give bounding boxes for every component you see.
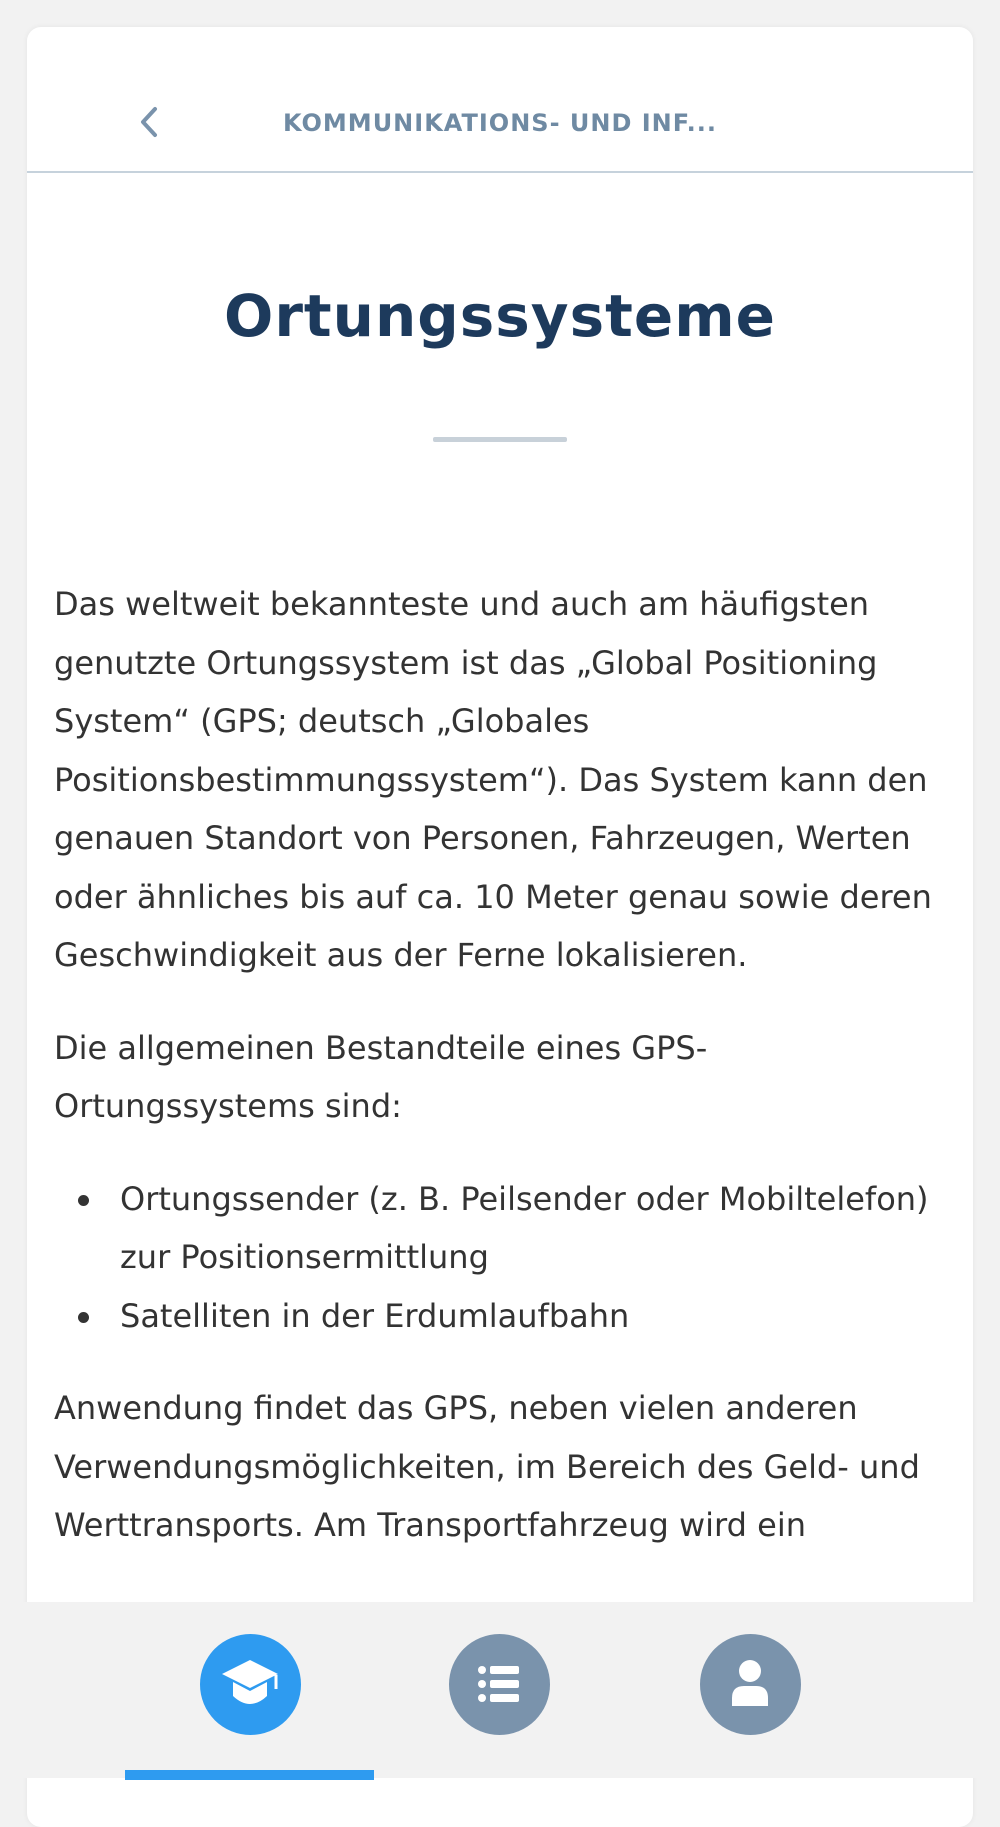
active-tab-indicator	[125, 1770, 374, 1780]
bullet-list	[54, 1170, 954, 1346]
article-content	[54, 575, 954, 1589]
content-card	[27, 27, 973, 1827]
topbar-title: KOMMUNIKATIONS- UND INF...	[283, 109, 717, 137]
graduation-cap-icon	[200, 1634, 301, 1735]
title-divider	[433, 437, 567, 442]
bottom-navigation	[0, 1602, 1000, 1778]
article-paragraph: Das weltweit bekannteste und auch am häufigsten genutzte Ortungssystem ist das „Global Positioning System“ (GPS; deutsch „Globales Positionsbestimmungssystem“). Das System kann den genauen Standort von Personen, Fahrzeugen, Werten oder ähnliches bis auf ca. 10 Meter genau sowie deren Geschwindigkeit aus der Ferne lokalisieren.	[54, 585, 932, 974]
bullet-icon	[78, 1312, 89, 1323]
nav-list-button[interactable]	[449, 1634, 550, 1735]
article-paragraph: Anwendung findet das GPS, neben vielen anderen Verwendungsmöglichkeiten, im Bereich des Geld- und Werttransports. Am Transportfahrzeug wird ein	[54, 1389, 920, 1544]
bullet-icon	[78, 1195, 89, 1206]
back-button[interactable]	[127, 97, 167, 147]
user-icon	[700, 1634, 801, 1735]
list-item	[54, 1170, 954, 1287]
list-item	[54, 1287, 954, 1346]
list-item-text: Satelliten in der Erdumlaufbahn	[120, 1296, 630, 1335]
page-title: Ortungssysteme	[224, 282, 776, 350]
list-icon	[449, 1634, 550, 1735]
list-item-text: Ortungssender (z. B. Peilsender oder Mobiltelefon) zur Positionsermittlung	[120, 1179, 929, 1276]
nav-profile-button[interactable]	[700, 1634, 801, 1735]
chevron-left-icon	[127, 97, 167, 147]
top-bar	[27, 27, 973, 173]
article-paragraph: Die allgemeinen Bestandteile eines GPS-Ortungssystems sind:	[54, 1028, 708, 1125]
nav-learn-button[interactable]	[200, 1634, 301, 1735]
